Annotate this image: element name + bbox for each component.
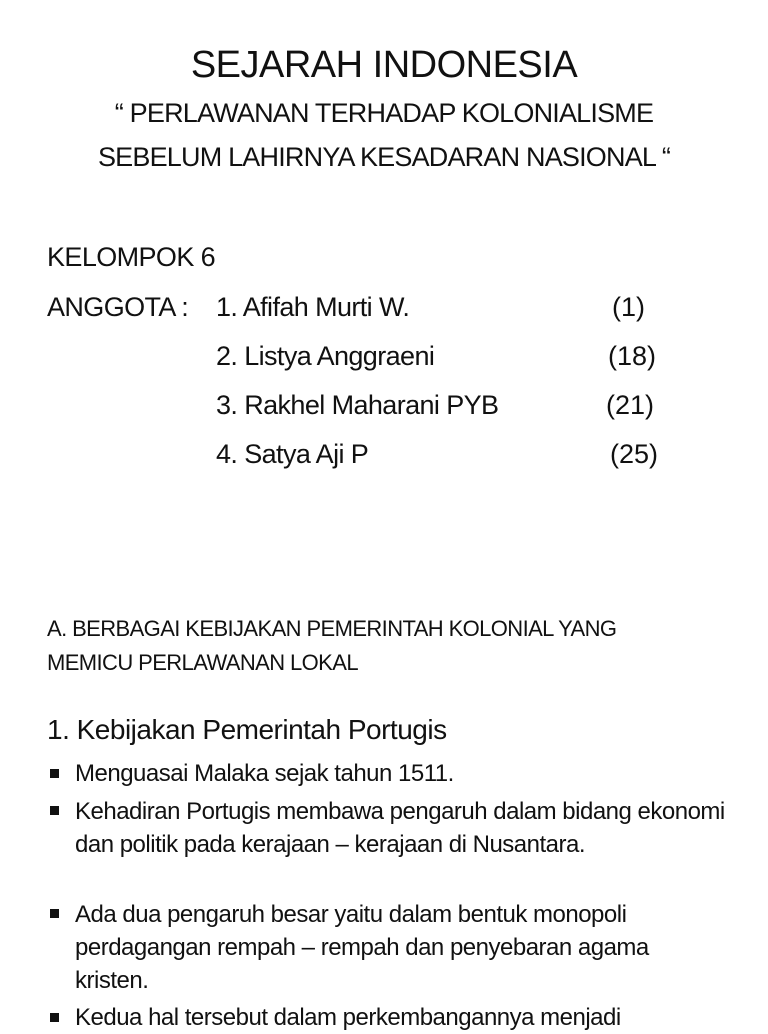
group-label: KELOMPOK 6: [47, 242, 216, 272]
member-number: (1): [612, 292, 645, 322]
page-title: SEJARAH INDONESIA: [190, 44, 578, 86]
section-heading-line-2: MEMICU PERLAWANAN LOKAL: [47, 650, 358, 675]
member-name: 1. Afifah Murti W.: [216, 292, 410, 322]
member-name: 3. Rakhel Maharani PYB: [216, 390, 499, 420]
subtitle-line-1: “ PERLAWANAN TERHADAP KOLONIALISME: [114, 98, 654, 128]
bullet-text: Kehadiran Portugis membawa pengaruh dalam bidang ekonomi dan politik pada kerajaan – kerajaan di Nusantara.: [75, 798, 725, 858]
bullet-icon: [50, 806, 59, 815]
bullet-text: Kedua hal tersebut dalam perkembangannya menjadi: [75, 1004, 621, 1031]
member-number: (21): [606, 390, 655, 420]
member-name: 2. Listya Anggraeni: [216, 341, 435, 371]
member-number: (25): [610, 439, 659, 469]
members-label: ANGGOTA :: [47, 292, 189, 322]
member-number: (18): [608, 341, 657, 371]
section-heading-line-1: A. BERBAGAI KEBIJAKAN PEMERINTAH KOLONIAL YANG: [47, 616, 617, 641]
subheading: 1. Kebijakan Pemerintah Portugis: [47, 714, 447, 745]
bullet-text: Menguasai Malaka sejak tahun 1511.: [75, 760, 454, 787]
bullet-icon: [50, 769, 59, 778]
subtitle-line-2: SEBELUM LAHIRNYA KESADARAN NASIONAL “: [97, 142, 671, 172]
bullet-icon: [50, 1013, 59, 1022]
bullet-text: Ada dua pengaruh besar yaitu dalam bentuk monopoli perdagangan rempah – rempah dan penyebaran agama kristen.: [75, 901, 649, 994]
bullet-icon: [50, 909, 59, 918]
member-name: 4. Satya Aji P: [216, 439, 369, 469]
